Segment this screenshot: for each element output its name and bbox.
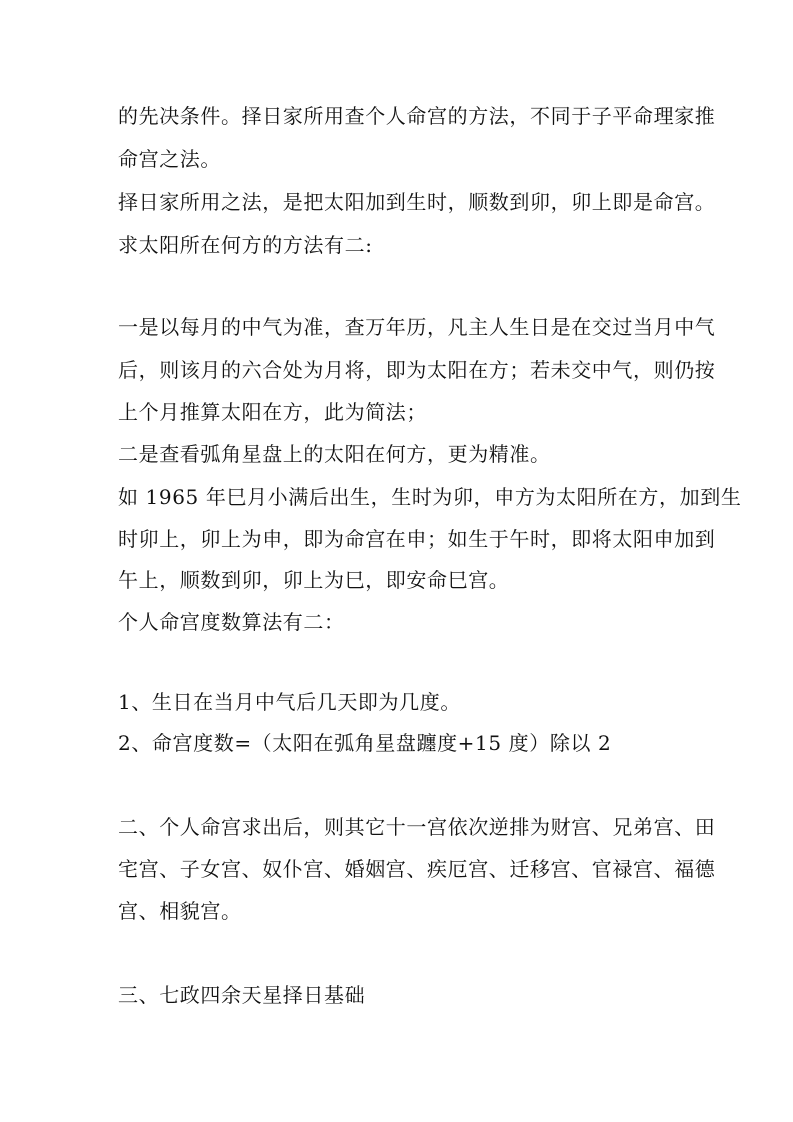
text-line: 择日家所用之法，是把太阳加到生时，顺数到卯，卯上即是命宫。 bbox=[118, 190, 716, 214]
text-line: 的先决条件。择日家所用查个人命宫的方法，不同于子平命理家推 bbox=[118, 104, 716, 128]
text-line: 二、个人命宫求出后，则其它十一宫依次逆排为财宫、兄弟宫、田 bbox=[118, 815, 716, 839]
text-line: 如 1965 年巳月小满后出生，生时为卯，申方为太阳所在方，加到生 bbox=[118, 485, 742, 509]
text-line: 1、生日在当月中气后几天即为几度。 bbox=[118, 690, 461, 714]
text-line: 午上，顺数到卯，卯上为巳，即安命巳宫。 bbox=[118, 568, 510, 592]
text-line: 一是以每月的中气为准，查万年历，凡主人生日是在交过当月中气 bbox=[118, 315, 716, 339]
text-line: 上个月推算太阳在方，此为简法； bbox=[118, 400, 427, 424]
text-line: 后，则该月的六合处为月将，即为太阳在方；若未交中气，则仍按 bbox=[118, 358, 716, 382]
section-heading: 三、七政四余天星择日基础 bbox=[118, 983, 366, 1007]
text-line: 二是查看弧角星盘上的太阳在何方，更为精准。 bbox=[118, 442, 551, 466]
text-line: 时卯上，卯上为申，即为命宫在申；如生于午时，即将太阳申加到 bbox=[118, 527, 716, 551]
text-line: 2、命宫度数=（太阳在弧角星盘躔度+15 度）除以 2 bbox=[118, 731, 612, 755]
text-line: 命宫之法。 bbox=[118, 147, 221, 171]
text-line: 宅宫、子女宫、奴仆宫、婚姻宫、疾厄宫、迁移宫、官禄宫、福德 bbox=[118, 857, 716, 881]
text-line: 求太阳所在何方的方法有二: bbox=[118, 233, 373, 257]
text-line: 宫、相貌宫。 bbox=[118, 899, 242, 923]
text-line: 个人命宫度数算法有二： bbox=[118, 610, 345, 634]
